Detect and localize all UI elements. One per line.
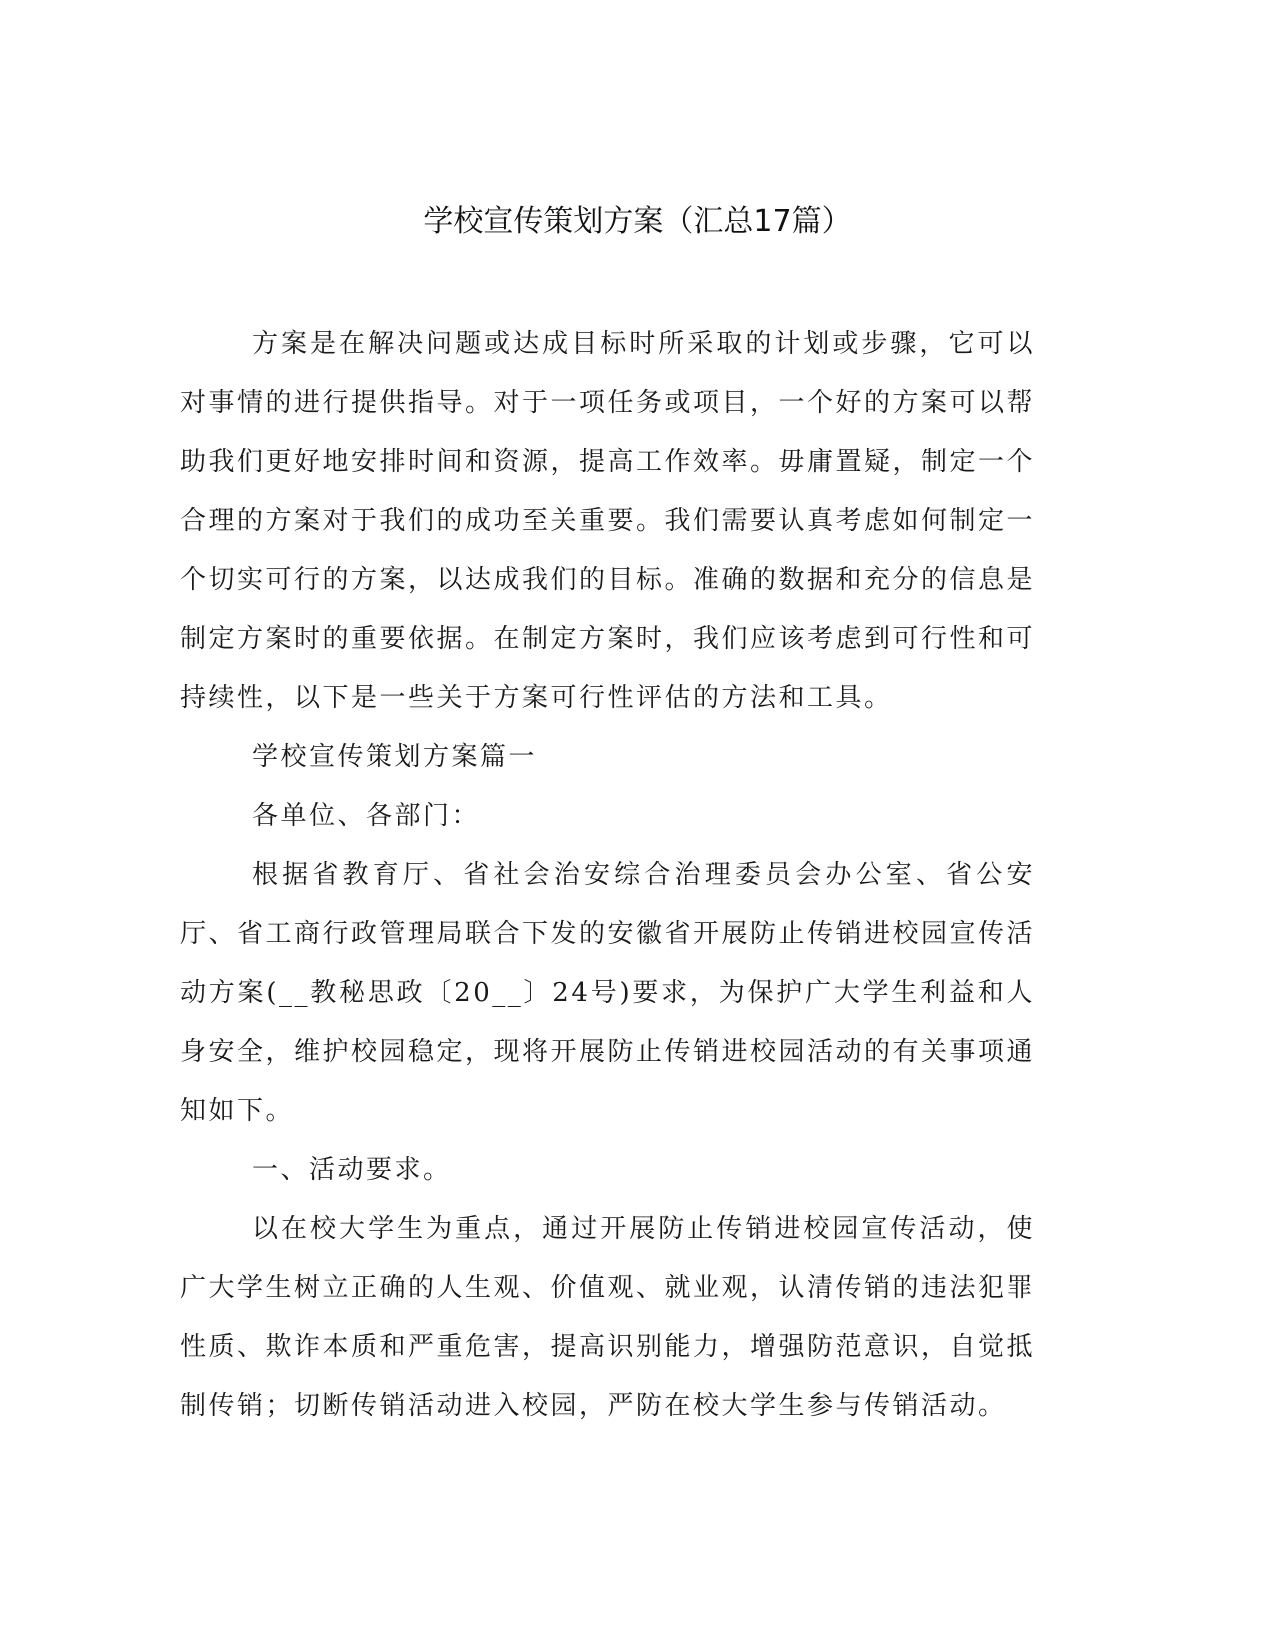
notice-paragraph: 根据省教育厅、省社会治安综合治理委员会办公室、省公安厅、省工商行政管理局联合下发的安徽省开展防止传销进校园宣传活动方案(__教秘思政〔20__〕24号)要求，为保护广大学生利益和人身安全，维护校园稳定，现将开展防止传销进校园活动的有关事项通知如下。 bbox=[180, 860, 1036, 1126]
intro-paragraph: 方案是在解决问题或达成目标时所采取的计划或步骤，它可以对事情的进行提供指导。对于一项任务或项目，一个好的方案可以帮助我们更好地安排时间和资源，提高工作效率。毋庸置疑，制定一个合理的方案对于我们的成功至关重要。我们需要认真考虑如何制定一个切实可行的方案，以达成我们的目标。准确的数据和充分的信息是制定方案时的重要依据。在制定方案时，我们应该考虑到可行性和可持续性，以下是一些关于方案可行性评估的方法和工具。 bbox=[180, 329, 1036, 713]
document-body bbox=[180, 315, 1035, 1436]
section-heading: 学校宣传策划方案篇一 bbox=[252, 742, 538, 772]
salutation: 各单位、各部门： bbox=[252, 801, 481, 831]
subsection-heading: 一、活动要求。 bbox=[252, 1155, 452, 1185]
document-title: 学校宣传策划方案（汇总17篇） bbox=[423, 204, 852, 239]
requirement-paragraph: 以在校大学生为重点，通过开展防止传销进校园宣传活动，使广大学生树立正确的人生观、价值观、就业观，认清传销的违法犯罪性质、欺诈本质和严重危害，提高识别能力，增强防范意识，自觉抵制传销；切断传销活动进入校园，严防在校大学生参与传销活动。 bbox=[180, 1214, 1036, 1421]
